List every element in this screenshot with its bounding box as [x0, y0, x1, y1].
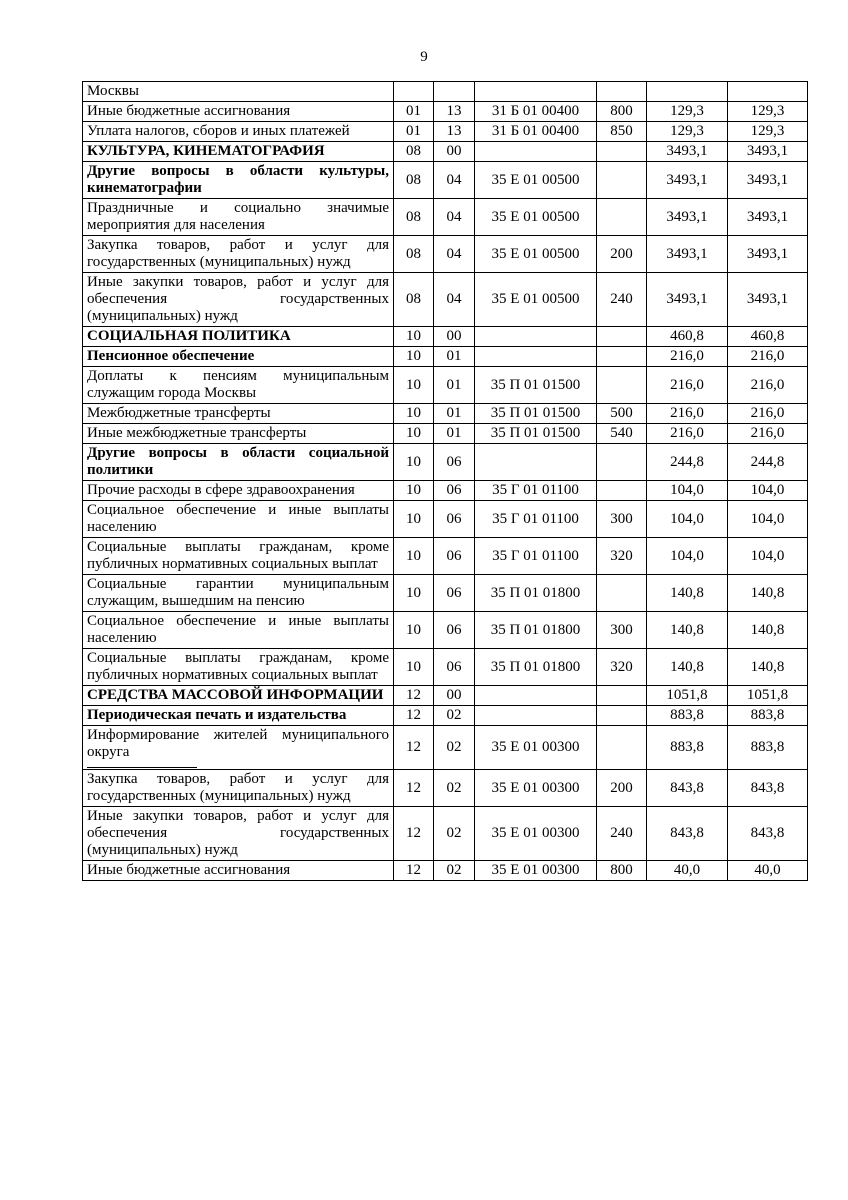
cell-csr: 35 Е 01 00500: [475, 199, 597, 236]
page-number: 9: [420, 49, 428, 65]
cell-vr: 320: [597, 649, 647, 686]
budget-table: [82, 81, 808, 881]
cell-sum2: 216,0: [728, 347, 808, 367]
cell-sum2: 40,0: [728, 861, 808, 881]
cell-csr: 35 П 01 01800: [475, 612, 597, 649]
row-name-cell: [83, 481, 394, 501]
row-name: Другие вопросы в области социальной политики: [87, 445, 389, 478]
row-name: Уплата налогов, сборов и иных платежей: [87, 123, 350, 139]
cell-sum2: 883,8: [728, 726, 808, 770]
cell-sum1: 3493,1: [647, 142, 728, 162]
cell-vr: [597, 327, 647, 347]
cell-sum1: 883,8: [647, 706, 728, 726]
cell-sum2: 883,8: [728, 706, 808, 726]
cell-vr: [597, 367, 647, 404]
row-name-cell: [83, 444, 394, 481]
cell-rz: 10: [394, 347, 434, 367]
cell-csr: 35 Г 01 01100: [475, 501, 597, 538]
cell-pr: [434, 82, 475, 102]
row-name-cell: [83, 538, 394, 575]
cell-rz: 12: [394, 686, 434, 706]
row-name-cell: [83, 122, 394, 142]
cell-csr: 35 Е 01 00300: [475, 861, 597, 881]
cell-sum2: [728, 82, 808, 102]
table-row: [83, 686, 808, 706]
cell-vr: 540: [597, 424, 647, 444]
cell-sum2: 1051,8: [728, 686, 808, 706]
cell-sum1: 843,8: [647, 807, 728, 861]
row-name: Межбюджетные трансферты: [87, 405, 271, 421]
cell-csr: [475, 347, 597, 367]
cell-pr: 01: [434, 404, 475, 424]
cell-csr: 35 Е 01 00300: [475, 726, 597, 770]
cell-sum1: 3493,1: [647, 162, 728, 199]
cell-sum2: 140,8: [728, 612, 808, 649]
cell-sum1: 129,3: [647, 102, 728, 122]
cell-pr: 06: [434, 444, 475, 481]
cell-csr: 35 Е 01 00300: [475, 807, 597, 861]
cell-vr: 320: [597, 538, 647, 575]
row-name-cell: [83, 367, 394, 404]
cell-sum2: 216,0: [728, 367, 808, 404]
cell-vr: [597, 481, 647, 501]
cell-rz: 10: [394, 424, 434, 444]
cell-pr: 00: [434, 142, 475, 162]
row-name: Иные бюджетные ассигнования: [87, 103, 291, 119]
cell-sum1: 244,8: [647, 444, 728, 481]
cell-sum2: 3493,1: [728, 199, 808, 236]
budget-table-body: [83, 82, 808, 881]
cell-pr: 02: [434, 861, 475, 881]
cell-vr: [597, 82, 647, 102]
cell-sum1: 104,0: [647, 501, 728, 538]
table-row: [83, 575, 808, 612]
cell-rz: 10: [394, 367, 434, 404]
row-name-cell: [83, 649, 394, 686]
row-name-cell: [83, 861, 394, 881]
cell-csr: 35 Г 01 01100: [475, 481, 597, 501]
row-name: КУЛЬТУРА, КИНЕМАТОГРАФИЯ: [87, 143, 325, 159]
cell-sum1: 3493,1: [647, 199, 728, 236]
cell-csr: 35 Е 01 00500: [475, 162, 597, 199]
cell-pr: 13: [434, 122, 475, 142]
cell-sum2: 244,8: [728, 444, 808, 481]
cell-pr: 04: [434, 236, 475, 273]
cell-csr: 31 Б 01 00400: [475, 122, 597, 142]
row-name: Закупка товаров, работ и услуг для государственных (муниципальных) нужд: [87, 771, 389, 804]
row-name-cell: [83, 82, 394, 102]
cell-sum1: 1051,8: [647, 686, 728, 706]
cell-vr: 500: [597, 404, 647, 424]
table-row: [83, 538, 808, 575]
cell-csr: [475, 686, 597, 706]
cell-sum1: [647, 82, 728, 102]
cell-pr: 06: [434, 612, 475, 649]
cell-sum2: 104,0: [728, 538, 808, 575]
cell-pr: 06: [434, 481, 475, 501]
cell-rz: [394, 82, 434, 102]
underline-divider: [87, 761, 197, 768]
row-name-cell: [83, 162, 394, 199]
row-name: Другие вопросы в области культуры, кинематографии: [87, 163, 389, 196]
cell-csr: 35 П 01 01800: [475, 649, 597, 686]
cell-vr: [597, 575, 647, 612]
cell-vr: 800: [597, 102, 647, 122]
row-name: Иные бюджетные ассигнования: [87, 862, 291, 878]
row-name-cell: [83, 327, 394, 347]
cell-sum2: 3493,1: [728, 142, 808, 162]
cell-rz: 10: [394, 649, 434, 686]
row-name-cell: [83, 770, 394, 807]
table-row: [83, 481, 808, 501]
cell-pr: 04: [434, 199, 475, 236]
table-row: [83, 327, 808, 347]
cell-vr: 240: [597, 273, 647, 327]
cell-sum1: 3493,1: [647, 236, 728, 273]
cell-pr: 06: [434, 538, 475, 575]
cell-sum2: 843,8: [728, 807, 808, 861]
row-name-cell: [83, 273, 394, 327]
cell-vr: [597, 706, 647, 726]
cell-sum1: 216,0: [647, 424, 728, 444]
cell-pr: 02: [434, 726, 475, 770]
cell-sum2: 104,0: [728, 501, 808, 538]
cell-vr: [597, 444, 647, 481]
cell-pr: 00: [434, 327, 475, 347]
cell-sum1: 216,0: [647, 367, 728, 404]
table-row: [83, 404, 808, 424]
cell-pr: 06: [434, 501, 475, 538]
cell-sum1: 140,8: [647, 575, 728, 612]
row-name: Праздничные и социально значимые мероприятия для населения: [87, 200, 389, 233]
row-name: Информирование жителей муниципального округа: [87, 727, 389, 760]
cell-sum2: 216,0: [728, 404, 808, 424]
cell-rz: 10: [394, 327, 434, 347]
cell-sum1: 3493,1: [647, 273, 728, 327]
table-row: [83, 726, 808, 770]
cell-csr: 35 П 01 01500: [475, 404, 597, 424]
cell-vr: 300: [597, 612, 647, 649]
cell-sum1: 140,8: [647, 649, 728, 686]
cell-sum1: 216,0: [647, 404, 728, 424]
cell-csr: 35 П 01 01500: [475, 424, 597, 444]
table-row: [83, 162, 808, 199]
cell-pr: 06: [434, 649, 475, 686]
table-row: [83, 142, 808, 162]
cell-pr: 01: [434, 424, 475, 444]
cell-csr: [475, 706, 597, 726]
cell-rz: 12: [394, 726, 434, 770]
cell-vr: [597, 726, 647, 770]
cell-rz: 12: [394, 861, 434, 881]
cell-rz: 10: [394, 404, 434, 424]
cell-sum2: 843,8: [728, 770, 808, 807]
cell-pr: 02: [434, 807, 475, 861]
cell-pr: 04: [434, 162, 475, 199]
cell-sum1: 40,0: [647, 861, 728, 881]
row-name-cell: [83, 142, 394, 162]
table-row: [83, 612, 808, 649]
cell-sum2: 140,8: [728, 649, 808, 686]
row-name: Закупка товаров, работ и услуг для государственных (муниципальных) нужд: [87, 237, 389, 270]
cell-csr: 35 Е 01 00500: [475, 236, 597, 273]
row-name: Пенсионное обеспечение: [87, 348, 255, 364]
table-row: [83, 347, 808, 367]
table-row: [83, 424, 808, 444]
cell-sum2: 140,8: [728, 575, 808, 612]
cell-sum1: 129,3: [647, 122, 728, 142]
row-name-cell: [83, 686, 394, 706]
cell-csr: [475, 82, 597, 102]
table-row: [83, 861, 808, 881]
row-name: Социальные гарантии муниципальным служащим, вышедшим на пенсию: [87, 576, 389, 609]
table-row: [83, 706, 808, 726]
table-row: [83, 122, 808, 142]
cell-rz: 01: [394, 102, 434, 122]
cell-vr: [597, 686, 647, 706]
cell-sum2: 3493,1: [728, 162, 808, 199]
cell-rz: 12: [394, 770, 434, 807]
row-name: Москвы: [87, 83, 139, 99]
row-name-cell: [83, 726, 394, 770]
cell-pr: 02: [434, 770, 475, 807]
cell-csr: 35 Е 01 00300: [475, 770, 597, 807]
row-name: СОЦИАЛЬНАЯ ПОЛИТИКА: [87, 328, 291, 344]
cell-sum1: 843,8: [647, 770, 728, 807]
cell-pr: 02: [434, 706, 475, 726]
row-name-cell: [83, 199, 394, 236]
row-name-cell: [83, 347, 394, 367]
cell-rz: 12: [394, 807, 434, 861]
cell-vr: [597, 347, 647, 367]
row-name-cell: [83, 807, 394, 861]
cell-rz: 10: [394, 612, 434, 649]
row-name: Социальное обеспечение и иные выплаты населению: [87, 502, 389, 535]
cell-rz: 10: [394, 481, 434, 501]
cell-sum1: 216,0: [647, 347, 728, 367]
cell-vr: 240: [597, 807, 647, 861]
cell-rz: 08: [394, 199, 434, 236]
cell-sum1: 140,8: [647, 612, 728, 649]
cell-sum2: 3493,1: [728, 236, 808, 273]
cell-pr: 13: [434, 102, 475, 122]
row-name: Иные межбюджетные трансферты: [87, 425, 307, 441]
table-row: [83, 501, 808, 538]
cell-vr: 200: [597, 236, 647, 273]
cell-pr: 01: [434, 347, 475, 367]
row-name: Прочие расходы в сфере здравоохранения: [87, 482, 355, 498]
table-row: [83, 367, 808, 404]
cell-csr: 35 П 01 01800: [475, 575, 597, 612]
cell-csr: 35 Г 01 01100: [475, 538, 597, 575]
row-name: Социальное обеспечение и иные выплаты населению: [87, 613, 389, 646]
table-row: [83, 236, 808, 273]
cell-pr: 06: [434, 575, 475, 612]
cell-sum1: 460,8: [647, 327, 728, 347]
cell-sum1: 104,0: [647, 538, 728, 575]
table-row: [83, 649, 808, 686]
row-name: Периодическая печать и издательства: [87, 707, 347, 723]
cell-vr: 300: [597, 501, 647, 538]
table-row: [83, 770, 808, 807]
cell-csr: [475, 142, 597, 162]
cell-rz: 08: [394, 273, 434, 327]
cell-sum2: 216,0: [728, 424, 808, 444]
row-name-cell: [83, 612, 394, 649]
cell-rz: 10: [394, 501, 434, 538]
cell-csr: 31 Б 01 00400: [475, 102, 597, 122]
cell-rz: 10: [394, 575, 434, 612]
cell-rz: 10: [394, 538, 434, 575]
cell-csr: 35 П 01 01500: [475, 367, 597, 404]
cell-vr: 200: [597, 770, 647, 807]
cell-rz: 10: [394, 444, 434, 481]
cell-vr: 850: [597, 122, 647, 142]
row-name-cell: [83, 236, 394, 273]
cell-vr: [597, 142, 647, 162]
row-name-cell: [83, 424, 394, 444]
cell-sum2: 3493,1: [728, 273, 808, 327]
cell-rz: 08: [394, 236, 434, 273]
row-name-cell: [83, 404, 394, 424]
cell-csr: [475, 444, 597, 481]
cell-rz: 12: [394, 706, 434, 726]
cell-sum2: 129,3: [728, 102, 808, 122]
table-row: [83, 807, 808, 861]
cell-pr: 04: [434, 273, 475, 327]
cell-rz: 08: [394, 142, 434, 162]
table-row: [83, 444, 808, 481]
row-name-cell: [83, 501, 394, 538]
row-name: Иные закупки товаров, работ и услуг для обеспечения государственных (муниципальных) нужд: [87, 274, 389, 324]
cell-csr: 35 Е 01 00500: [475, 273, 597, 327]
cell-vr: [597, 199, 647, 236]
row-name-cell: [83, 102, 394, 122]
row-name: СРЕДСТВА МАССОВОЙ ИНФОРМАЦИИ: [87, 687, 384, 703]
cell-sum1: 104,0: [647, 481, 728, 501]
cell-vr: 800: [597, 861, 647, 881]
row-name-cell: [83, 575, 394, 612]
row-name-cell: [83, 706, 394, 726]
cell-vr: [597, 162, 647, 199]
table-row: [83, 102, 808, 122]
row-name: Социальные выплаты гражданам, кроме публичных нормативных социальных выплат: [87, 650, 389, 683]
cell-pr: 00: [434, 686, 475, 706]
cell-csr: [475, 327, 597, 347]
row-name: Доплаты к пенсиям муниципальным служащим города Москвы: [87, 368, 389, 401]
cell-sum1: 883,8: [647, 726, 728, 770]
table-row: [83, 82, 808, 102]
cell-pr: 01: [434, 367, 475, 404]
cell-rz: 01: [394, 122, 434, 142]
cell-sum2: 129,3: [728, 122, 808, 142]
cell-rz: 08: [394, 162, 434, 199]
table-row: [83, 199, 808, 236]
cell-sum2: 104,0: [728, 481, 808, 501]
row-name: Социальные выплаты гражданам, кроме публичных нормативных социальных выплат: [87, 539, 389, 572]
row-name: Иные закупки товаров, работ и услуг для обеспечения государственных (муниципальных) нужд: [87, 808, 389, 858]
cell-sum2: 460,8: [728, 327, 808, 347]
table-row: [83, 273, 808, 327]
